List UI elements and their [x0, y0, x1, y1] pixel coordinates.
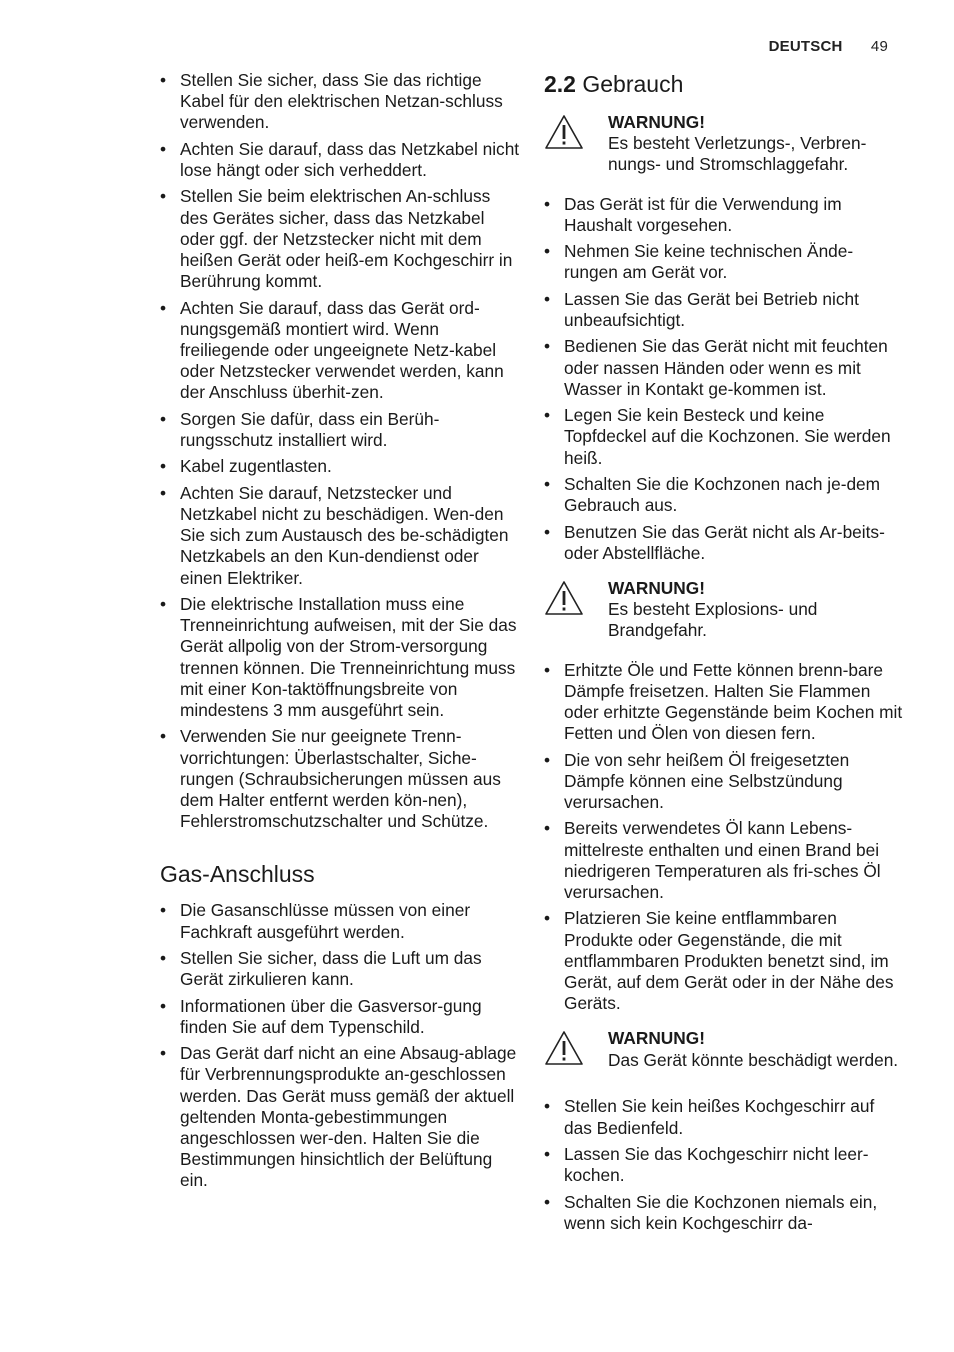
gas-section-heading: Gas-Anschluss — [160, 861, 315, 888]
electrical-bullet-list — [160, 70, 520, 832]
list-item: • Bereits verwendetes Öl kann Lebens-mittelreste enthalten und einen Brand bei niedrigeren Temperaturen als fri-sches Öl verursachen. — [544, 818, 904, 903]
oil-bullet-list — [544, 660, 904, 1015]
warning-title: WARNUNG! — [608, 1028, 705, 1049]
list-item: • Stellen Sie sicher, dass die Luft um das Gerät zirkulieren kann. — [160, 948, 520, 990]
warning-text: Das Gerät könnte beschädigt werden. — [608, 1049, 899, 1070]
list-item: • Schalten Sie die Kochzonen nach je-dem Gebrauch aus. — [544, 474, 904, 516]
warning-box — [544, 578, 904, 642]
usage-bullet-list — [544, 194, 904, 564]
warning-text: Es besteht Verletzungs-, Verbren-nungs- und Stromschlaggefahr. — [608, 133, 867, 175]
list-item: • Stellen Sie kein heißes Kochgeschirr auf das Bedienfeld. — [544, 1096, 904, 1138]
warning-triangle-icon — [544, 580, 584, 616]
list-item: • Lassen Sie das Kochgeschirr nicht leer-kochen. — [544, 1144, 904, 1186]
left-column — [160, 70, 520, 1197]
list-item: • Schalten Sie die Kochzonen niemals ein, wenn sich kein Kochgeschirr da- — [544, 1192, 904, 1234]
cookware-bullet-list — [544, 1096, 904, 1234]
list-item: • Legen Sie kein Besteck und keine Topfdeckel auf die Kochzonen. Sie werden heiß. — [544, 405, 904, 469]
list-item: • Achten Sie darauf, Netzstecker und Netzkabel nicht zu beschädigen. Wen-den Sie sich zum Austausch des be-schädigten Netzkabels an den Kun-dendienst oder einen Elektriker. — [160, 483, 520, 589]
list-item: • Stellen Sie beim elektrischen An-schluss des Gerätes sicher, dass das Netzkabel oder ggf. der Netzstecker nicht mit dem heißen Gerät oder heiß-em Kochgeschirr in Berührung kommt. — [160, 186, 520, 292]
warning-title: WARNUNG! — [608, 112, 705, 132]
warning-box — [544, 1028, 904, 1078]
page-header — [769, 38, 888, 55]
list-item: • Sorgen Sie dafür, dass ein Berüh-rungsschutz installiert wird. — [160, 409, 520, 451]
list-item: • Das Gerät darf nicht an eine Absaug-ablage für Verbrennungsprodukte an-geschlossen werden. Das Gerät muss gemäß der aktuell geltenden Monta-gebestimmungen angeschlossen wer-den. Halten Sie die Bestimmungen hinsichtlich der Belüftung ein. — [160, 1043, 520, 1191]
warning-triangle-icon — [544, 114, 584, 150]
list-item: • Platzieren Sie keine entflammbaren Produkte oder Gegenstände, die mit entflammbaren Produkten benetzt sind, im Gerät, auf dem Gerät oder in der Nähe des Geräts. — [544, 908, 904, 1014]
warning-title: WARNUNG! — [608, 577, 705, 598]
list-item: • Stellen Sie sicher, dass Sie das richtige Kabel für den elektrischen Netzan-schluss verwenden. — [160, 70, 520, 134]
right-column — [544, 70, 904, 1239]
list-item: • Lassen Sie das Gerät bei Betrieb nicht unbeaufsichtigt. — [544, 289, 904, 331]
list-item: • Achten Sie darauf, dass das Netzkabel nicht lose hängt oder sich verheddert. — [160, 139, 520, 181]
section-number: 2.2 — [544, 71, 576, 97]
list-item: • Die von sehr heißem Öl freigesetzten Dämpfe können eine Selbstzündung verursachen. — [544, 750, 904, 814]
header-language: DEUTSCH — [768, 38, 843, 55]
page-number: 49 — [870, 38, 888, 55]
gas-bullet-list — [160, 900, 520, 1191]
list-item: • Informationen über die Gasversor-gung finden Sie auf dem Typenschild. — [160, 996, 520, 1038]
list-item: • Die elektrische Installation muss eine Trenneinrichtung aufweisen, mit der Sie das Gerät allpolig von der Strom-versorgung trennen können. Die Trenneinrichtung muss mit einer Kon-taktöffnungsbreite von mindestens 3 mm ausgeführt sein. — [160, 594, 520, 721]
list-item: • Achten Sie darauf, dass das Gerät ord-nungsgemäß montiert wird. Wenn freiliegende oder ungeeignete Netz-kabel oder Netzstecker verwendet werden, kann der Anschluss überhit-zen. — [160, 298, 520, 404]
warning-box — [544, 112, 904, 176]
section-heading — [544, 70, 904, 98]
list-item: • Kabel zugentlasten. — [160, 456, 520, 477]
list-item: • Benutzen Sie das Gerät nicht als Ar-beits- oder Abstellfläche. — [544, 522, 904, 564]
list-item: • Verwenden Sie nur geeignete Trenn-vorrichtungen: Überlastschalter, Siche-rungen (Schraubsicherungen müssen aus dem Halter entfernt werden kön-nen), Fehlerstromschutzschalter und Schütze. — [160, 726, 520, 832]
list-item: • Erhitzte Öle und Fette können brenn-bare Dämpfe freisetzen. Halten Sie Flammen oder erhitzte Gegenstände beim Kochen mit Fetten und Ölen von diesen fern. — [544, 660, 904, 745]
list-item: • Nehmen Sie keine technischen Ände-rungen am Gerät vor. — [544, 241, 904, 283]
warning-triangle-icon — [544, 1030, 584, 1066]
list-item: • Die Gasanschlüsse müssen von einer Fachkraft ausgeführt werden. — [160, 900, 520, 942]
list-item: • Das Gerät ist für die Verwendung im Haushalt vorgesehen. — [544, 194, 904, 236]
warning-text: Es besteht Explosions- und Brandgefahr. — [608, 599, 818, 641]
section-title: Gebrauch — [582, 71, 684, 97]
list-item: • Bedienen Sie das Gerät nicht mit feuchten oder nassen Händen oder wenn es mit Wasser in Kontakt ge-kommen ist. — [544, 336, 904, 400]
